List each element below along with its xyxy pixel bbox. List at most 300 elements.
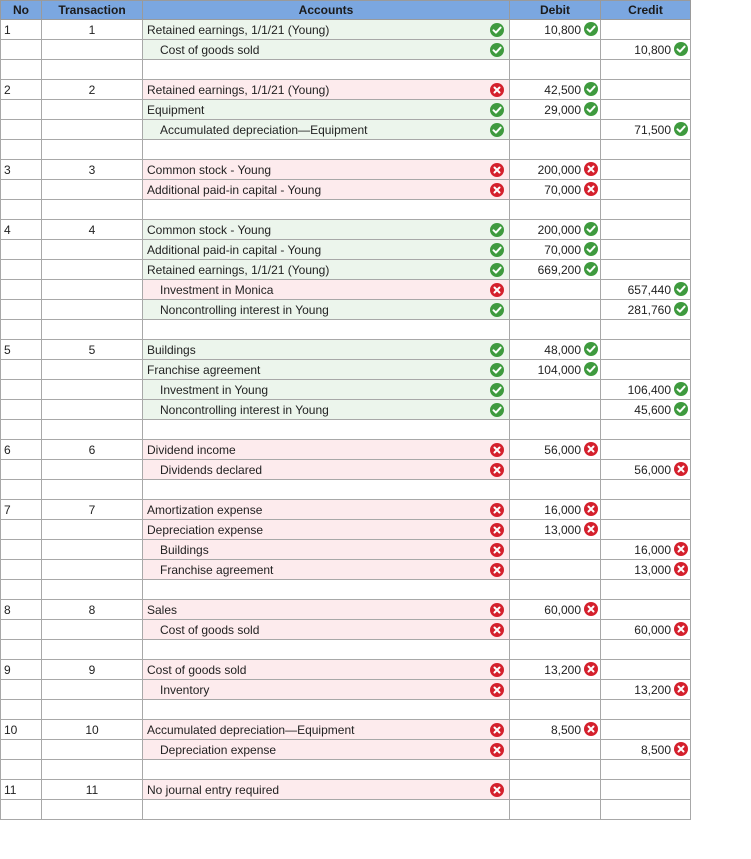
- transaction-cell: [42, 20, 143, 40]
- debit-cell[interactable]: [510, 440, 601, 460]
- account-cell[interactable]: [143, 200, 510, 220]
- account-cell[interactable]: [143, 760, 510, 780]
- credit-cell[interactable]: [601, 580, 691, 600]
- credit-cell[interactable]: [601, 280, 691, 300]
- account-cell[interactable]: [143, 580, 510, 600]
- credit-cell[interactable]: [601, 60, 691, 80]
- credit-cell[interactable]: [601, 140, 691, 160]
- credit-value: 106,400: [627, 382, 671, 397]
- x-circle-icon: [490, 783, 504, 797]
- debit-cell[interactable]: [510, 720, 601, 740]
- account-name: Accumulated depreciation—Equipment: [160, 122, 368, 137]
- credit-cell[interactable]: [601, 300, 691, 320]
- debit-cell[interactable]: [510, 780, 601, 800]
- table-row: [1, 100, 691, 120]
- credit-cell[interactable]: [601, 340, 691, 360]
- credit-cell[interactable]: [601, 620, 691, 640]
- account-cell[interactable]: [143, 500, 510, 520]
- debit-value: 60,000: [544, 602, 581, 617]
- table-row: [1, 300, 691, 320]
- account-cell[interactable]: [143, 400, 510, 420]
- transaction-cell: [42, 300, 143, 320]
- entry-no-cell: [1, 760, 42, 780]
- account-cell[interactable]: [143, 780, 510, 800]
- debit-value: 70,000: [544, 242, 581, 257]
- check-circle-icon: [584, 82, 598, 96]
- entry-no-cell: [1, 500, 42, 520]
- credit-cell[interactable]: [601, 220, 691, 240]
- entry-no-cell: [1, 100, 42, 120]
- account-cell[interactable]: [143, 700, 510, 720]
- table-row: [1, 540, 691, 560]
- debit-cell[interactable]: [510, 240, 601, 260]
- table-row: [1, 620, 691, 640]
- account-cell[interactable]: [143, 600, 510, 620]
- x-circle-icon: [490, 623, 504, 637]
- account-name: Accumulated depreciation—Equipment: [147, 722, 355, 737]
- debit-cell[interactable]: [510, 160, 601, 180]
- credit-cell[interactable]: [601, 540, 691, 560]
- account-cell[interactable]: [143, 280, 510, 300]
- transaction-cell: [42, 280, 143, 300]
- credit-cell[interactable]: [601, 100, 691, 120]
- x-circle-icon: [490, 543, 504, 557]
- transaction-cell: [42, 500, 143, 520]
- account-cell[interactable]: [143, 720, 510, 740]
- credit-cell[interactable]: [601, 420, 691, 440]
- debit-value: 669,200: [537, 262, 581, 277]
- debit-cell[interactable]: [510, 100, 601, 120]
- transaction-no: 5: [88, 342, 96, 357]
- credit-cell[interactable]: [601, 360, 691, 380]
- credit-cell[interactable]: [601, 400, 691, 420]
- entry-no-cell: [1, 380, 42, 400]
- account-name: Additional paid-in capital - Young: [147, 182, 322, 197]
- account-cell[interactable]: [143, 440, 510, 460]
- x-circle-icon: [584, 502, 598, 516]
- transaction-cell: [42, 340, 143, 360]
- debit-cell[interactable]: [510, 760, 601, 780]
- table-row: [1, 500, 691, 520]
- credit-cell[interactable]: [601, 20, 691, 40]
- debit-cell[interactable]: [510, 700, 601, 720]
- debit-cell[interactable]: [510, 260, 601, 280]
- entry-no-cell: [1, 780, 42, 800]
- entry-no-cell: [1, 20, 42, 40]
- entry-no-cell: [1, 180, 42, 200]
- transaction-cell: [42, 320, 143, 340]
- account-name: Amortization expense: [147, 502, 263, 517]
- transaction-cell: [42, 620, 143, 640]
- account-cell[interactable]: [143, 540, 510, 560]
- account-name: Cost of goods sold: [147, 662, 247, 677]
- debit-cell[interactable]: [510, 300, 601, 320]
- transaction-cell: [42, 260, 143, 280]
- account-cell[interactable]: [143, 100, 510, 120]
- credit-value: 56,000: [634, 462, 671, 477]
- table-row: [1, 240, 691, 260]
- debit-cell[interactable]: [510, 460, 601, 480]
- entry-no: 3: [4, 162, 11, 177]
- debit-cell[interactable]: [510, 20, 601, 40]
- entry-no: 6: [4, 442, 11, 457]
- transaction-cell: [42, 680, 143, 700]
- x-circle-icon: [490, 663, 504, 677]
- debit-cell[interactable]: [510, 320, 601, 340]
- credit-cell[interactable]: [601, 660, 691, 680]
- check-circle-icon: [490, 363, 504, 377]
- debit-value: 70,000: [544, 182, 581, 197]
- credit-value: 13,000: [634, 562, 671, 577]
- transaction-no: 9: [88, 662, 96, 677]
- account-cell[interactable]: [143, 260, 510, 280]
- debit-cell[interactable]: [510, 40, 601, 60]
- transaction-cell: [42, 640, 143, 660]
- check-circle-icon: [674, 282, 688, 296]
- check-circle-icon: [490, 23, 504, 37]
- entry-no: 5: [4, 342, 11, 357]
- entry-no: 10: [4, 722, 18, 737]
- credit-value: 45,600: [634, 402, 671, 417]
- check-circle-icon: [674, 382, 688, 396]
- account-cell[interactable]: [143, 620, 510, 640]
- debit-cell[interactable]: [510, 200, 601, 220]
- table-row-blank: [1, 700, 691, 720]
- x-circle-icon: [490, 283, 504, 297]
- debit-value: 10,800: [544, 22, 581, 37]
- debit-cell[interactable]: [510, 340, 601, 360]
- table-row-blank: [1, 640, 691, 660]
- debit-cell[interactable]: [510, 80, 601, 100]
- account-cell[interactable]: [143, 240, 510, 260]
- account-cell[interactable]: [143, 40, 510, 60]
- entry-no-cell: [1, 700, 42, 720]
- check-circle-icon: [584, 362, 598, 376]
- account-cell[interactable]: [143, 340, 510, 360]
- credit-cell[interactable]: [601, 260, 691, 280]
- transaction-cell: [42, 360, 143, 380]
- entry-no-cell: [1, 160, 42, 180]
- transaction-cell: [42, 60, 143, 80]
- entry-no: 1: [4, 22, 11, 37]
- entry-no-cell: [1, 60, 42, 80]
- debit-value: 56,000: [544, 442, 581, 457]
- account-name: Franchise agreement: [147, 362, 261, 377]
- account-cell[interactable]: [143, 300, 510, 320]
- account-cell[interactable]: [143, 560, 510, 580]
- account-cell[interactable]: [143, 20, 510, 40]
- transaction-cell: [42, 520, 143, 540]
- account-name: Dividends declared: [160, 462, 263, 477]
- account-name: Investment in Monica: [160, 282, 274, 297]
- entry-no-cell: [1, 340, 42, 360]
- transaction-cell: [42, 220, 143, 240]
- transaction-cell: [42, 400, 143, 420]
- credit-cell[interactable]: [601, 480, 691, 500]
- debit-value: 8,500: [550, 722, 581, 737]
- x-circle-icon: [584, 722, 598, 736]
- debit-cell[interactable]: [510, 620, 601, 640]
- table-row-blank: [1, 420, 691, 440]
- transaction-cell: [42, 240, 143, 260]
- entry-no-cell: [1, 40, 42, 60]
- credit-cell[interactable]: [601, 320, 691, 340]
- account-cell[interactable]: [143, 360, 510, 380]
- debit-cell[interactable]: [510, 180, 601, 200]
- credit-cell[interactable]: [601, 740, 691, 760]
- entry-no-cell: [1, 660, 42, 680]
- account-cell[interactable]: [143, 460, 510, 480]
- table-row-blank: [1, 60, 691, 80]
- table-row: [1, 360, 691, 380]
- account-name: Equipment: [147, 102, 205, 117]
- x-circle-icon: [674, 682, 688, 696]
- debit-value: 16,000: [544, 502, 581, 517]
- transaction-no: 6: [88, 442, 96, 457]
- transaction-cell: [42, 380, 143, 400]
- credit-cell[interactable]: [601, 180, 691, 200]
- account-name: Buildings: [147, 342, 196, 357]
- entry-no-cell: [1, 280, 42, 300]
- entry-no-cell: [1, 360, 42, 380]
- entry-no-cell: [1, 220, 42, 240]
- entry-no-cell: [1, 620, 42, 640]
- account-name: Dividend income: [147, 442, 236, 457]
- entry-no-cell: [1, 200, 42, 220]
- account-name: Inventory: [160, 682, 210, 697]
- table-row: [1, 400, 691, 420]
- table-row-blank: [1, 580, 691, 600]
- table-row: [1, 460, 691, 480]
- check-circle-icon: [490, 263, 504, 277]
- account-cell[interactable]: [143, 120, 510, 140]
- account-cell[interactable]: [143, 520, 510, 540]
- transaction-no: 11: [85, 782, 99, 797]
- credit-cell[interactable]: [601, 640, 691, 660]
- table-row: [1, 660, 691, 680]
- credit-cell[interactable]: [601, 720, 691, 740]
- x-circle-icon: [674, 622, 688, 636]
- transaction-no: 2: [88, 82, 96, 97]
- account-cell[interactable]: [143, 320, 510, 340]
- check-circle-icon: [490, 303, 504, 317]
- header-transaction: Transaction: [42, 1, 143, 20]
- credit-cell[interactable]: [601, 40, 691, 60]
- x-circle-icon: [674, 542, 688, 556]
- table-row: [1, 280, 691, 300]
- account-cell[interactable]: [143, 420, 510, 440]
- debit-cell[interactable]: [510, 680, 601, 700]
- credit-cell[interactable]: [601, 760, 691, 780]
- transaction-cell: [42, 560, 143, 580]
- account-name: Investment in Young: [160, 382, 269, 397]
- credit-cell[interactable]: [601, 160, 691, 180]
- table-row: [1, 740, 691, 760]
- table-row: [1, 520, 691, 540]
- table-row: [1, 720, 691, 740]
- debit-cell[interactable]: [510, 480, 601, 500]
- transaction-cell: [42, 800, 143, 820]
- credit-cell[interactable]: [601, 780, 691, 800]
- entry-no-cell: [1, 800, 42, 820]
- header-credit: Credit: [601, 1, 691, 20]
- credit-cell[interactable]: [601, 200, 691, 220]
- transaction-no: 7: [88, 502, 96, 517]
- check-circle-icon: [674, 302, 688, 316]
- credit-cell[interactable]: [601, 240, 691, 260]
- debit-cell[interactable]: [510, 360, 601, 380]
- credit-cell[interactable]: [601, 120, 691, 140]
- header-accounts: Accounts: [143, 1, 510, 20]
- x-circle-icon: [674, 462, 688, 476]
- table-row: [1, 220, 691, 240]
- table-row: [1, 160, 691, 180]
- debit-cell[interactable]: [510, 120, 601, 140]
- account-cell[interactable]: [143, 740, 510, 760]
- debit-cell[interactable]: [510, 280, 601, 300]
- account-cell[interactable]: [143, 660, 510, 680]
- account-cell[interactable]: [143, 60, 510, 80]
- debit-cell[interactable]: [510, 220, 601, 240]
- debit-cell[interactable]: [510, 140, 601, 160]
- table-row-blank: [1, 200, 691, 220]
- account-cell[interactable]: [143, 220, 510, 240]
- transaction-cell: [42, 80, 143, 100]
- transaction-cell: [42, 700, 143, 720]
- table-row: [1, 600, 691, 620]
- entry-no: 11: [4, 782, 17, 797]
- table-row: [1, 560, 691, 580]
- credit-cell[interactable]: [601, 80, 691, 100]
- account-name: Cost of goods sold: [160, 622, 260, 637]
- transaction-cell: [42, 480, 143, 500]
- debit-cell[interactable]: [510, 400, 601, 420]
- debit-cell[interactable]: [510, 380, 601, 400]
- debit-cell[interactable]: [510, 520, 601, 540]
- x-circle-icon: [490, 83, 504, 97]
- entry-no: 2: [4, 82, 11, 97]
- credit-cell[interactable]: [601, 700, 691, 720]
- debit-cell[interactable]: [510, 540, 601, 560]
- account-name: Noncontrolling interest in Young: [160, 302, 329, 317]
- entry-no-cell: [1, 680, 42, 700]
- account-name: Common stock - Young: [147, 222, 272, 237]
- debit-value: 104,000: [537, 362, 581, 377]
- account-name: No journal entry required: [147, 782, 280, 797]
- account-cell[interactable]: [143, 140, 510, 160]
- entry-no-cell: [1, 440, 42, 460]
- credit-cell[interactable]: [601, 680, 691, 700]
- credit-value: 71,500: [634, 122, 671, 137]
- debit-cell[interactable]: [510, 600, 601, 620]
- transaction-cell: [42, 440, 143, 460]
- account-cell[interactable]: [143, 680, 510, 700]
- account-cell[interactable]: [143, 160, 510, 180]
- table-row: [1, 40, 691, 60]
- header-debit: Debit: [510, 1, 601, 20]
- debit-cell[interactable]: [510, 420, 601, 440]
- debit-cell[interactable]: [510, 640, 601, 660]
- transaction-cell: [42, 420, 143, 440]
- credit-cell[interactable]: [601, 600, 691, 620]
- x-circle-icon: [584, 662, 598, 676]
- transaction-cell: [42, 200, 143, 220]
- debit-cell[interactable]: [510, 800, 601, 820]
- transaction-cell: [42, 140, 143, 160]
- account-name: Retained earnings, 1/1/21 (Young): [147, 22, 330, 37]
- x-circle-icon: [584, 162, 598, 176]
- entry-no-cell: [1, 140, 42, 160]
- check-circle-icon: [674, 122, 688, 136]
- entry-no-cell: [1, 460, 42, 480]
- x-circle-icon: [584, 442, 598, 456]
- account-cell[interactable]: [143, 640, 510, 660]
- debit-value: 29,000: [544, 102, 581, 117]
- credit-cell[interactable]: [601, 560, 691, 580]
- credit-cell[interactable]: [601, 460, 691, 480]
- check-circle-icon: [674, 42, 688, 56]
- check-circle-icon: [490, 403, 504, 417]
- x-circle-icon: [584, 182, 598, 196]
- debit-cell[interactable]: [510, 500, 601, 520]
- account-cell[interactable]: [143, 800, 510, 820]
- credit-cell[interactable]: [601, 380, 691, 400]
- table-row: [1, 780, 691, 800]
- x-circle-icon: [490, 503, 504, 517]
- table-row-blank: [1, 800, 691, 820]
- x-circle-icon: [490, 523, 504, 537]
- account-name: Retained earnings, 1/1/21 (Young): [147, 82, 330, 97]
- transaction-cell: [42, 460, 143, 480]
- credit-value: 657,440: [627, 282, 671, 297]
- debit-cell[interactable]: [510, 560, 601, 580]
- account-name: Buildings: [160, 542, 209, 557]
- credit-value: 16,000: [634, 542, 671, 557]
- credit-cell[interactable]: [601, 800, 691, 820]
- credit-cell[interactable]: [601, 440, 691, 460]
- table-row-blank: [1, 140, 691, 160]
- debit-value: 13,000: [544, 522, 581, 537]
- transaction-cell: [42, 720, 143, 740]
- account-name: Common stock - Young: [147, 162, 272, 177]
- account-cell[interactable]: [143, 480, 510, 500]
- debit-cell[interactable]: [510, 580, 601, 600]
- transaction-cell: [42, 660, 143, 680]
- entry-no-cell: [1, 300, 42, 320]
- account-cell[interactable]: [143, 80, 510, 100]
- entry-no: 4: [4, 222, 11, 237]
- entry-no-cell: [1, 400, 42, 420]
- debit-cell[interactable]: [510, 60, 601, 80]
- account-cell[interactable]: [143, 380, 510, 400]
- account-name: Franchise agreement: [160, 562, 274, 577]
- account-cell[interactable]: [143, 180, 510, 200]
- x-circle-icon: [490, 183, 504, 197]
- check-circle-icon: [584, 242, 598, 256]
- credit-cell[interactable]: [601, 500, 691, 520]
- credit-cell[interactable]: [601, 520, 691, 540]
- entry-no: 8: [4, 602, 11, 617]
- entry-no-cell: [1, 80, 42, 100]
- debit-cell[interactable]: [510, 660, 601, 680]
- transaction-cell: [42, 120, 143, 140]
- debit-cell[interactable]: [510, 740, 601, 760]
- table-row: [1, 680, 691, 700]
- transaction-cell: [42, 600, 143, 620]
- table-row-blank: [1, 760, 691, 780]
- entry-no-cell: [1, 520, 42, 540]
- transaction-cell: [42, 740, 143, 760]
